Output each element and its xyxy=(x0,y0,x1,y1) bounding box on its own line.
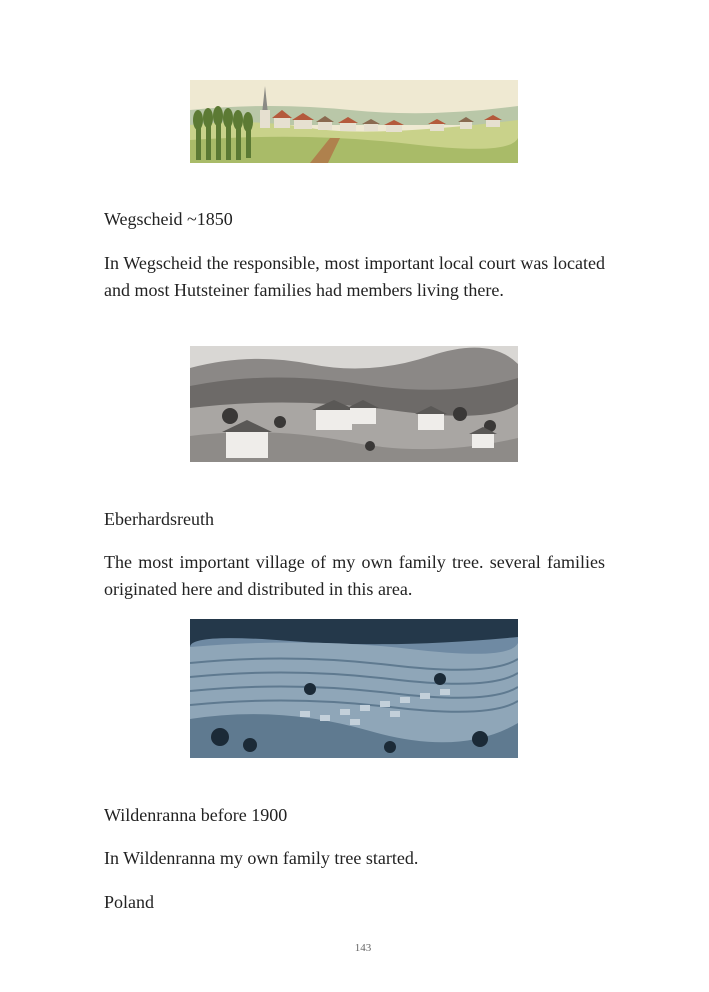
paragraph-wildenranna: In Wildenranna my own family tree started. xyxy=(104,848,419,868)
eberhardsreuth-etching xyxy=(190,346,518,462)
page-number: 143 xyxy=(354,942,372,954)
caption-wildenranna: Wildenranna before 1900 xyxy=(104,805,288,825)
paragraph-wegscheid: In Wegscheid the responsible, most important local court was located and most Hutsteiner families had members living there. xyxy=(104,253,605,300)
caption-eberhardsreuth: Eberhardsreuth xyxy=(104,509,214,529)
wildenranna-aerial-photo xyxy=(190,619,518,758)
wegscheid-village-painting xyxy=(190,80,518,163)
caption-wegscheid: Wegscheid ~1850 xyxy=(104,209,233,229)
heading-poland: Poland xyxy=(104,892,155,912)
paragraph-eberhardsreuth: The most important village of my own family tree. several families originated here and distributed in this area. xyxy=(104,552,605,599)
